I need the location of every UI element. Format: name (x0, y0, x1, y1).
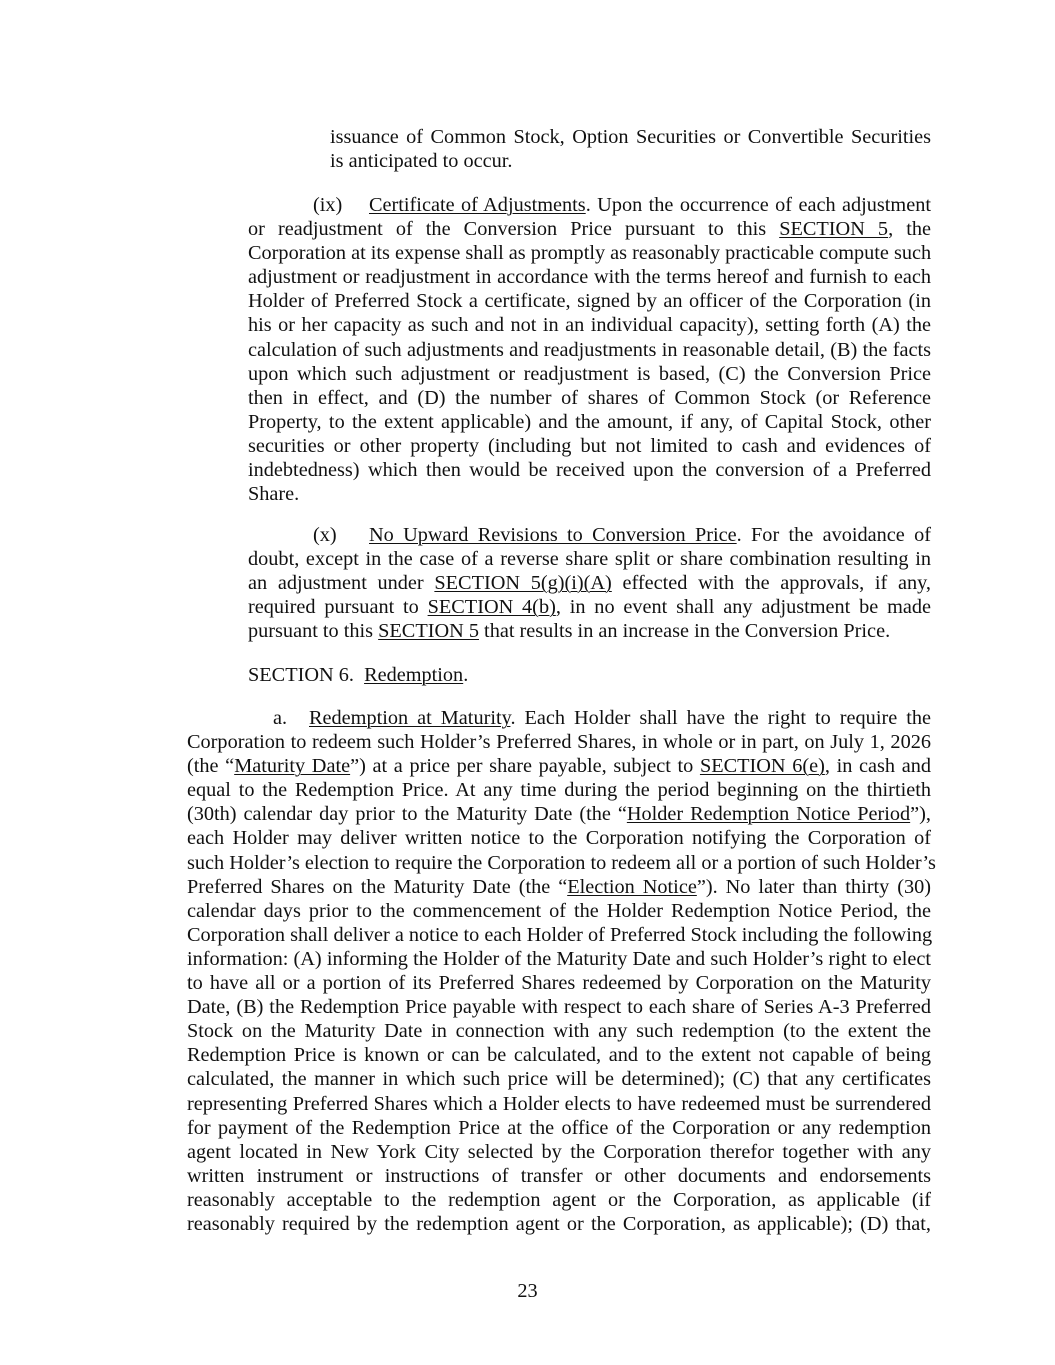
text-fragment: required pursuant to (248, 596, 428, 619)
paragraph-x-no-upward-revisions (248, 523, 931, 643)
text-line: doubt, except in the case of a reverse share split or share combination resulting in (248, 548, 931, 571)
text-line (248, 571, 931, 595)
text-fragment: Preferred Shares on the Maturity Date (the “ (187, 875, 568, 898)
text-line (248, 523, 931, 547)
text-line: Holder of Preferred Stock a certificate, signed by an officer of the Corporation (in (248, 290, 931, 313)
text-line: reasonably required by the redemption agent or the Corporation, as applicable); (D) that, (187, 1212, 931, 1235)
text-fragment: (the “ (187, 755, 235, 778)
paragraph-continuation (330, 125, 931, 173)
text-line: upon which such adjustment or readjustment is based, (C) the Conversion Price (248, 362, 931, 385)
text-line: agent located in New York City selected by the Corporation therefor together with any (187, 1140, 931, 1163)
text-line: for payment of the Redemption Price at the office of the Corporation or any redemption (187, 1116, 931, 1139)
text-line: written instrument or instructions of transfer or other documents and endorsements (187, 1164, 931, 1187)
text-line: Corporation shall deliver a notice to each Holder of Preferred Stock including the following (187, 923, 933, 946)
text-line: reasonably acceptable to the redemption agent or the Corporation, as applicable (if (187, 1188, 931, 1211)
text-line (187, 706, 931, 730)
text-fragment: ”), (910, 803, 931, 826)
text-line: Property, to the extent applicable) and the amount, if any, of Capital Stock, other (248, 410, 931, 433)
text-line: representing Preferred Shares which a Holder elects to have redeemed must be surrendered (187, 1092, 931, 1115)
text-line (248, 619, 931, 643)
clause-heading: Redemption at Maturity (309, 707, 511, 729)
text-fragment: effected with the approvals, if any, (611, 572, 931, 595)
text-fragment: . (463, 664, 469, 686)
text-fragment: , in no event shall any adjustment be made (555, 596, 931, 619)
defined-term: Election Notice (567, 875, 697, 898)
text-line: calculation of such adjustments and readjustments in reasonable detail, (B) the facts (248, 338, 931, 361)
text-line (248, 663, 931, 687)
clause-label: (x) (313, 524, 337, 546)
text-line: is anticipated to occur. (330, 150, 513, 173)
text-fragment: that results in an increase in the Conversion Price. (478, 620, 891, 643)
section-reference: SECTION 4(b) (427, 596, 556, 619)
text-line (248, 193, 931, 217)
text-line: securities or other property (including but not limited to cash and evidences of (248, 434, 931, 457)
clause-label: a. (273, 707, 288, 729)
section-reference: SECTION 5 (378, 620, 479, 643)
text-fragment: . Each Holder shall have the right to require the (510, 707, 931, 729)
text-fragment: . For the avoidance of (736, 524, 932, 546)
section-reference: SECTION 6(e) (699, 755, 825, 778)
section-reference: SECTION 5(g)(i)(A) (434, 572, 612, 595)
text-line: to have all or a portion of its Preferred Shares redeemed by Corporation on the Maturity (187, 972, 931, 995)
text-line: information: (A) informing the Holder of the Maturity Date and such Holder’s right to elect (187, 947, 931, 970)
text-line (187, 754, 931, 778)
defined-term: Maturity Date (234, 755, 351, 778)
text-fragment: . Upon the occurrence of each adjustment (585, 194, 931, 216)
text-line: then in effect, and (D) the number of shares of Common Stock (or Reference (248, 386, 931, 409)
text-line: Redemption Price is known or can be calculated, and to the extent not capable of being (187, 1044, 931, 1067)
text-line: Corporation at its expense shall as promptly as reasonably practicable compute such (248, 242, 932, 265)
text-line: his or her capacity as such and not in an individual capacity), setting forth (A) the (248, 314, 931, 337)
text-line: calendar days prior to the commencement of the Holder Redemption Notice Period, the (187, 899, 931, 922)
text-line: indebtedness) which then would be received upon the conversion of a Preferred (248, 459, 931, 482)
text-line: calculated, the manner in which such price will be determined); (C) that any certificates (187, 1068, 931, 1091)
text-fragment: , the (888, 218, 931, 241)
section-reference: SECTION 5 (779, 218, 889, 241)
text-fragment: , in cash and (824, 755, 931, 778)
clause-label: (ix) (313, 194, 343, 216)
text-line: Stock on the Maturity Date in connection with any such redemption (to the extent the (187, 1020, 931, 1043)
text-line (248, 217, 931, 241)
paragraph-a-redemption-at-maturity (187, 706, 936, 1236)
text-line: adjustment or readjustment in accordance with the terms hereof and furnish to each (248, 266, 931, 289)
page-number: 23 (517, 1280, 538, 1302)
text-line: equal to the Redemption Price. At any time during the period beginning on the thirtieth (187, 779, 931, 802)
text-fragment: pursuant to this (248, 620, 379, 643)
text-line: Corporation to redeem such Holder’s Preferred Shares, in whole or in part, on July 1, 2026 (187, 731, 931, 754)
text-line: each Holder may deliver written notice to the Corporation notifying the Corporation of (187, 827, 931, 850)
clause-heading: No Upward Revisions to Conversion Price (369, 524, 737, 546)
section-heading: Redemption (364, 664, 464, 686)
section-6-heading (248, 663, 931, 687)
text-fragment: (30th) calendar day prior to the Maturity Date (the “ (187, 803, 627, 826)
text-line (187, 875, 931, 899)
clause-heading: Certificate of Adjustments (369, 194, 586, 216)
text-line: issuance of Common Stock, Option Securities or Convertible Securities (330, 126, 931, 148)
defined-term: Holder Redemption Notice Period (626, 803, 911, 826)
section-label: SECTION 6. (248, 664, 354, 686)
text-line: Date, (B) the Redemption Price payable with respect to each share of Series A-3 Preferred (187, 996, 931, 1019)
text-fragment: an adjustment under (248, 572, 435, 595)
text-fragment: ”) at a price per share payable, subject to (350, 755, 700, 778)
paragraph-ix-certificate-of-adjustments (248, 193, 931, 506)
text-line (187, 802, 931, 826)
text-line (248, 595, 931, 619)
text-fragment: or readjustment of the Conversion Price pursuant to this (248, 218, 780, 241)
text-fragment: ”). No later than thirty (30) (696, 875, 931, 898)
text-line: such Holder’s election to require the Corporation to redeem all or a portion of such Holder’s (187, 851, 936, 874)
text-line: Share. (248, 483, 300, 506)
